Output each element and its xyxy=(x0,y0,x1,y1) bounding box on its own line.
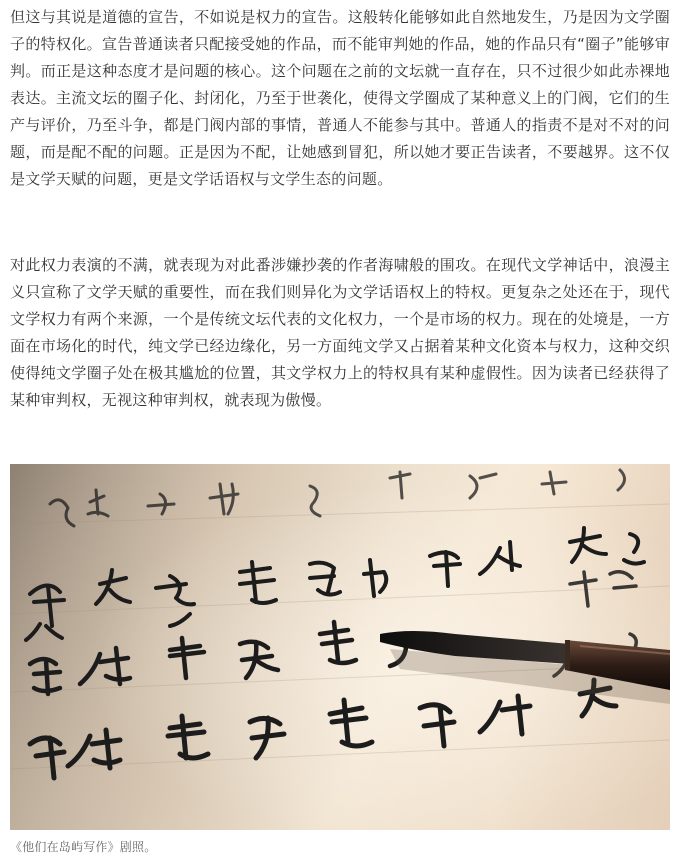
photo-caption: 《他们在岛屿写作》剧照。 xyxy=(10,840,157,854)
paragraph-2: 对此权力表演的不满，就表现为对此番涉嫌抄袭的作者海啸般的围攻。在现代文学神话中，浪漫主义只宣称了文学天赋的重要性，而在我们则异化为文学话语权上的特权。更复杂之处还在于，现代文学权力有两个来源，一个是传统文坛代表的文化权力，一个是市场的权力。现在的处境是，一方面在市场化的时代，纯文学已经边缘化，另一方面纯文学又占据着某种文化资本与权力，这种交织使得纯文学圈子处在极其尴尬的位置，其文学权力上的特权具有某种虚假性。因为读者已经获得了某种审判权，无视这种审判权，就表现为傲慢。 xyxy=(10,256,670,409)
calligraphy-illustration xyxy=(10,464,670,830)
paragraph-1: 但这与其说是道德的宣告，不如说是权力的宣告。这般转化能够如此自然地发生，乃是因为文学圈子的特权化。宣告普通读者只配接受她的作品，而不能审判她的作品，她的作品只有“圈子”能够审判。而正是这种态度才是问题的核心。这个问题在之前的文坛就一直存在，只不过很少如此赤裸地表达。主流文坛的圈子化、封闭化，乃至于世袭化，使得文学圈成了某种意义上的门阀，它们的生产与评价，乃至斗争，都是门阀内部的事情，普通人不能参与其中。普通人的指责不是对不对的问题，而是配不配的问题。正是因为不配，让她感到冒犯，所以她才要正告读者，不要越界。这不仅是文学天赋的问题，更是文学话语权与文学生态的问题。 xyxy=(10,8,670,188)
calligraphy-photo xyxy=(10,464,670,830)
